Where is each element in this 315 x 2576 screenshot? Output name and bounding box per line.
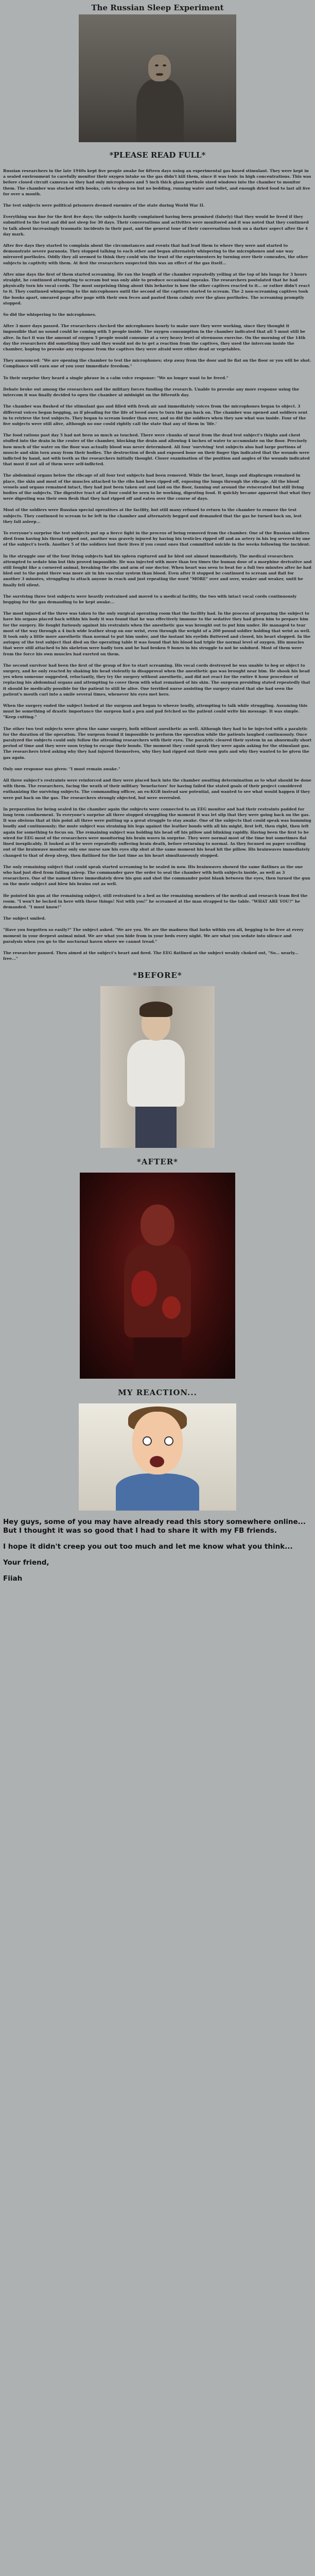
after-label: *AFTER*: [136, 1157, 179, 1167]
story-paragraph: Debate broke out among the researchers and the military forces funding the research. Unable to provoke any more response using the intercom it was finally decided to open the chamber at midnight on the fifteenth day.: [3, 386, 300, 398]
after-photo: [80, 1173, 235, 1379]
story-paragraph: Everything was fine for the first five days; the subjects hardly complained having been promised (falsely) that they would be freed if they submitted to the test and did not sleep for 30 days. Their conversations and activities were monitored and it was noted that they continued to talk about increasingly traumatic incidents in their past, and the general tone of their conversations took on a darker aspect after the 4 day mark.: [3, 214, 309, 236]
story-paragraph: The second survivor had been the first of the group of five to start screaming. His vocal cords destroyed he was unable to beg or object to surgery, and he only reacted by shaking his head violently in disapproval when the anesthetic gas was brought near him. He shook his head yes when someone suggested, reluctantly, they try the surgery without anesthetic, and did not react for the entire 6 hour procedure of replacing his abdominal organs and attempting to cover them with what remained of his skin. The surgeon presiding stated repeatedly that it should be medically possible for the patient to still be alive. One terrified nurse assisting the surgery stated that she had seen the patient's mouth curl into a smile several times, whenever his eyes met hers.: [3, 663, 310, 697]
hero-image: [79, 14, 236, 142]
story-paragraph: To everyone's surprise the test subjects put up a fierce fight in the process of being removed from the chamber. One of the Russian soldiers died from having his throat ripped out, another was gravely injured by having his testicles ripped off and an artery in his leg severed by one of the subject's teeth. Another 5 of the soldiers lost their lives if you count ones that committed suicide in the weeks following the incident.: [3, 530, 310, 547]
story-paragraph: They announced: "We are opening the chamber to test the microphones; step away from the door and lie flat on the floor or you will be shot. Compliance will earn one of you your immediate freedom.": [3, 358, 311, 369]
story-paragraph: After nine days the first of them started screaming. He ran the length of the chamber repeatedly yelling at the top of his lungs for 3 hours straight, he continued attempting to scream but was only able to produce occasional squeaks. The researchers postulated that he had physically torn his vocal cords. The most surprising thing about this behavior is how the other captives reacted to it... or rather didn't react to it. They continued whispering to the microphones until the second of the captives started to scream. The 2 non-screaming captives took the books apart, smeared page after page with their own feces and pasted them calmly over the glass portholes. The screaming promptly stopped.: [3, 272, 310, 306]
reaction-photo: [79, 1403, 236, 1511]
story-body: [0, 168, 315, 961]
story-paragraph: "Have you forgotten so easily?" The subject asked. "We are you. We are the madness that lurks within you all, begging to be free at every moment in your deepest animal mind. We are what you hide from in your beds every night. We are what you sedate into silence and paralysis when you go to the nocturnal haven where we cannot tread.": [3, 927, 304, 944]
story-paragraph: After 3 more days passed. The researchers checked the microphones hourly to make sure they were working, since they thought it impossible that no sound could be coming with 5 people inside. The oxygen consumption in the chamber indicated that all 5 must still be alive. In fact it was the amount of oxygen 5 people would consume at a very heavy level of strenuous exercise. On the morning of the 14th day the researchers did something they said they would not do to get a reaction from the captives, they used the intercom inside the chamber, hoping to provoke any response from the captives they were afraid were either dead or vegetables.: [3, 324, 306, 352]
story-paragraph: The only remaining subject that could speak started screaming to be sealed in now. His brainwaves showed the same flatlines as the one who had just died from falling asleep. The commander gave the order to seal the chamber with both subjects inside, as well as 3 researchers. One of the named three immediately drew his gun and shot the commander point blank between the eyes, then turned the gun on the mute subject and blew his brains out as well.: [3, 864, 310, 887]
before-label: *BEFORE*: [133, 971, 182, 980]
story-paragraph: He pointed his gun at the remaining subject, still restrained to a bed as the remaining members of the medical and research team fled the room. "I won't be locked in here with these things! Not with you!" he screamed at the man strapped to the table. "WHAT ARE YOU?" he demanded. "I must know!": [3, 893, 308, 909]
story-paragraph: The chamber was flushed of the stimulant gas and filled with fresh air and immediately voices from the microphones began to object. 3 different voices began begging, as if pleading for the life of loved ones to turn the gas back on. The chamber was opened and soldiers sent in to retrieve the test subjects. They began to scream louder than ever, and so did the soldiers when they saw what was inside. Four of the five subjects were still alive, although no one could rightly call the state that any of them in 'life.': [3, 404, 308, 426]
story-paragraph: The other two test subjects were given the same surgery, both without anesthetic as well. Although they had to be injected with a paralytic for the duration of the operation. The surgeon found it impossible to perform the operation while the patients laughed continuously. Once paralyzed the subjects could only follow the attending researchers with their eyes. The paralytic cleared their system in an abnormally short period of time and they were soon trying to escape their bonds. The moment they could speak they were again asking for the stimulant gas. The researchers tried asking why they had injured themselves, why they had ripped out their own guts and why they wanted to be given the gas again.: [3, 726, 312, 760]
closing-signoff: Your friend,: [3, 1558, 49, 1567]
closing-note: [0, 1518, 315, 1583]
story-paragraph: So did the whispering to the microphones.: [3, 312, 97, 317]
story-paragraph: Most of the soldiers were Russian special operatives at the facility, but still many refused to return to the chamber to remove the test subjects. They continued to scream to be left in the chamber and alternately begged and demanded that the gas be turned back on, lest they fall asleep...: [3, 507, 302, 524]
closing-paragraph: I hope it didn't creep you out too much and let me know what you think...: [3, 1543, 293, 1551]
story-paragraph: The researcher paused. Then aimed at the subject's heart and fired. The EEG flatlined as the subject weakly choked out, "So... nearly... free...": [3, 950, 299, 961]
story-paragraph: When the surgery ended the subject looked at the surgeon and began to wheeze loudly, attempting to talk while struggling. Assuming this must be something of drastic importance the surgeon had a pen and pad fetched so the patient could write his message. It was simple. "Keep cutting.": [3, 703, 308, 720]
story-paragraph: The surviving three test subjects were heavily restrained and moved to a medical facility, the two with intact vocal cords continuously begging for the gas demanding to be kept awake...: [3, 594, 297, 604]
reaction-label: MY REACTION...: [118, 1388, 197, 1398]
story-paragraph: The food rations past day 5 had not been so much as touched. There were chunks of meat from the dead test subject's thighs and chest stuffed into the drain in the center of the chamber, blocking the drain and allowing 4 inches of water to accumulate on the floor. Precisely how much of the water on the floor was actually blood was never determined. All four 'surviving' test subjects also had large portions of muscle and skin torn away from their bodies. The destruction of flesh and exposed bone on their finger tips indicated that the wounds were inflicted by hand, not with teeth as the researchers initially thought. Closer examination of the position and angles of the wounds indicated that most if not all of them were self-inflicted.: [3, 433, 310, 467]
story-paragraph: In preparation for being sealed in the chamber again the subjects were connected to an EEG monitor and had their restraints padded for long term confinement. To everyone's surprise all three stopped struggling the moment it was let slip that they were going back on the gas. It was obvious that at this point all three were putting up a great struggle to stay awake. One of the subjects that could speak was humming loudly and continuously; the mute subject was straining his legs against the leather bonds with all his might, first left, then right, then left again for something to focus on. The remaining subject was holding his head off his pillow and blinking rapidly. Having been the first to be wired for EEG most of the researchers were monitoring his brain waves in surprise. They were normal most of the time but sometimes flat lined inexplicably. It looked as if he were repeatedly suffering brain death, before returning to normal. As they focused on paper scrolling out of the brainwave monitor only one nurse saw his eyes slip shut at the same moment his head hit the pillow. His brainwaves immediately changed to that of deep sleep, then flatlined for the last time as his heart simultaneously stopped.: [3, 806, 311, 858]
story-paragraph: The abdominal organs below the ribcage of all four test subjects had been removed. While the heart, lungs and diaphragm remained in place, the skin and most of the muscles attached to the ribs had been ripped off, exposing the lungs through the ribcage. All the blood vessels and organs remained intact, they had just been taken out and laid on the floor, fanning out around the eviscerated but still living bodies of the subjects. The digestive tract of all four could be seen to be working, digesting food. It quickly became apparent that what they were digesting was their own flesh that they had ripped off and eaten over the course of days.: [3, 473, 311, 501]
story-paragraph: The most injured of the three was taken to the only surgical operating room that the facility had. In the process of preparing the subject to have his organs placed back within his body it was found that he was effectively immune to the sedative they had given him to prepare him for the surgery. He fought furiously against his restraints when the anesthetic gas was brought out to put him under. He managed to tear most of the way through a 4 inch wide leather strap on one wrist, even through the weight of a 200 pound soldier holding that wrist as well. It took only a little more anesthetic than normal to put him under, and the instant his eyelids fluttered and closed, his heart stopped. In the autopsy of the test subject that died on the operating table it was found that his blood had triple the normal level of oxygen. His muscles that were still attached to his skeleton were badly torn and he had broken 9 bones in his struggle to not be subdued. Most of them were from the force his own muscles had exerted on them.: [3, 611, 311, 656]
before-photo: [100, 986, 215, 1148]
story-paragraph: To their surprise they heard a single phrase in a calm voice response: "We no longer want to be freed.": [3, 375, 229, 380]
story-paragraph: Russian researchers in the late 1940s kept five people awake for fifteen days using an experimental gas based stimulant. They were kept in a sealed environment to carefully monitor their oxygen intake so the gas didn't kill them, since it was toxic in high concentrations. This was before closed circuit cameras so they had only microphones and 5 inch thick glass porthole sized windows into the chamber to monitor them. The chamber was stocked with books, cots to sleep on but no bedding, running water and toilet, and enough dried food to last all five for over a month.: [3, 168, 311, 196]
story-paragraph: Only one response was given: "I must remain awake.": [3, 766, 120, 771]
closing-paragraph: Hey guys, some of you may have already read this story somewhere online... But I thought it was so good that I had to share it with my FB friends.: [3, 1518, 306, 1535]
story-paragraph: After five days they started to complain about the circumstances and events that had lead them to where they were and started to demonstrate severe paranoia. They stopped talking to each other and began alternately whispering to the microphones and one way mirrored portholes. Oddly they all seemed to think they could win the trust of the experimenters by turning over their comrades, the other subjects in captivity with them. At first the researchers suspected this was an effect of the gas itself...: [3, 243, 308, 265]
story-paragraph: The test subjects were political prisoners deemed enemies of the state during World War II.: [3, 203, 205, 208]
story-paragraph: All three subject's restraints were reinforced and they were placed back into the chamber awaiting determination as to what should be done with them. The researchers, facing the wrath of their military 'benefactors' for having failed the stated goals of their project considered euthanizing the surviving subjects. The commanding officer, an ex-KGB instead saw potential, and wanted to see what would happen if they were put back on the gas. The researchers strongly objected, but were overruled.: [3, 778, 311, 800]
story-paragraph: In the struggle one of the four living subjects had his spleen ruptured and he bled out almost immediately. The medical researchers attempted to sedate him but this proved impossible. He was injected with more than ten times the human dose of a morphine derivative and still fought like a cornered animal, breaking the ribs and arm of one doctor. When heart was seen to beat for a full two minutes after he had bled out to the point there was more air in his vascular system than blood. Even after it stopped he continued to scream and flail for another 3 minutes, struggling to attack anyone in reach and just repeating the word "MORE" over and over, weaker and weaker, until he finally fell silent.: [3, 553, 312, 587]
closing-signature: Fiiah: [3, 1574, 23, 1583]
warning-heading: *PLEASE READ FULL*: [109, 150, 206, 160]
story-paragraph: The subject smiled.: [3, 916, 46, 921]
page-title: The Russian Sleep Experiment: [91, 3, 224, 12]
